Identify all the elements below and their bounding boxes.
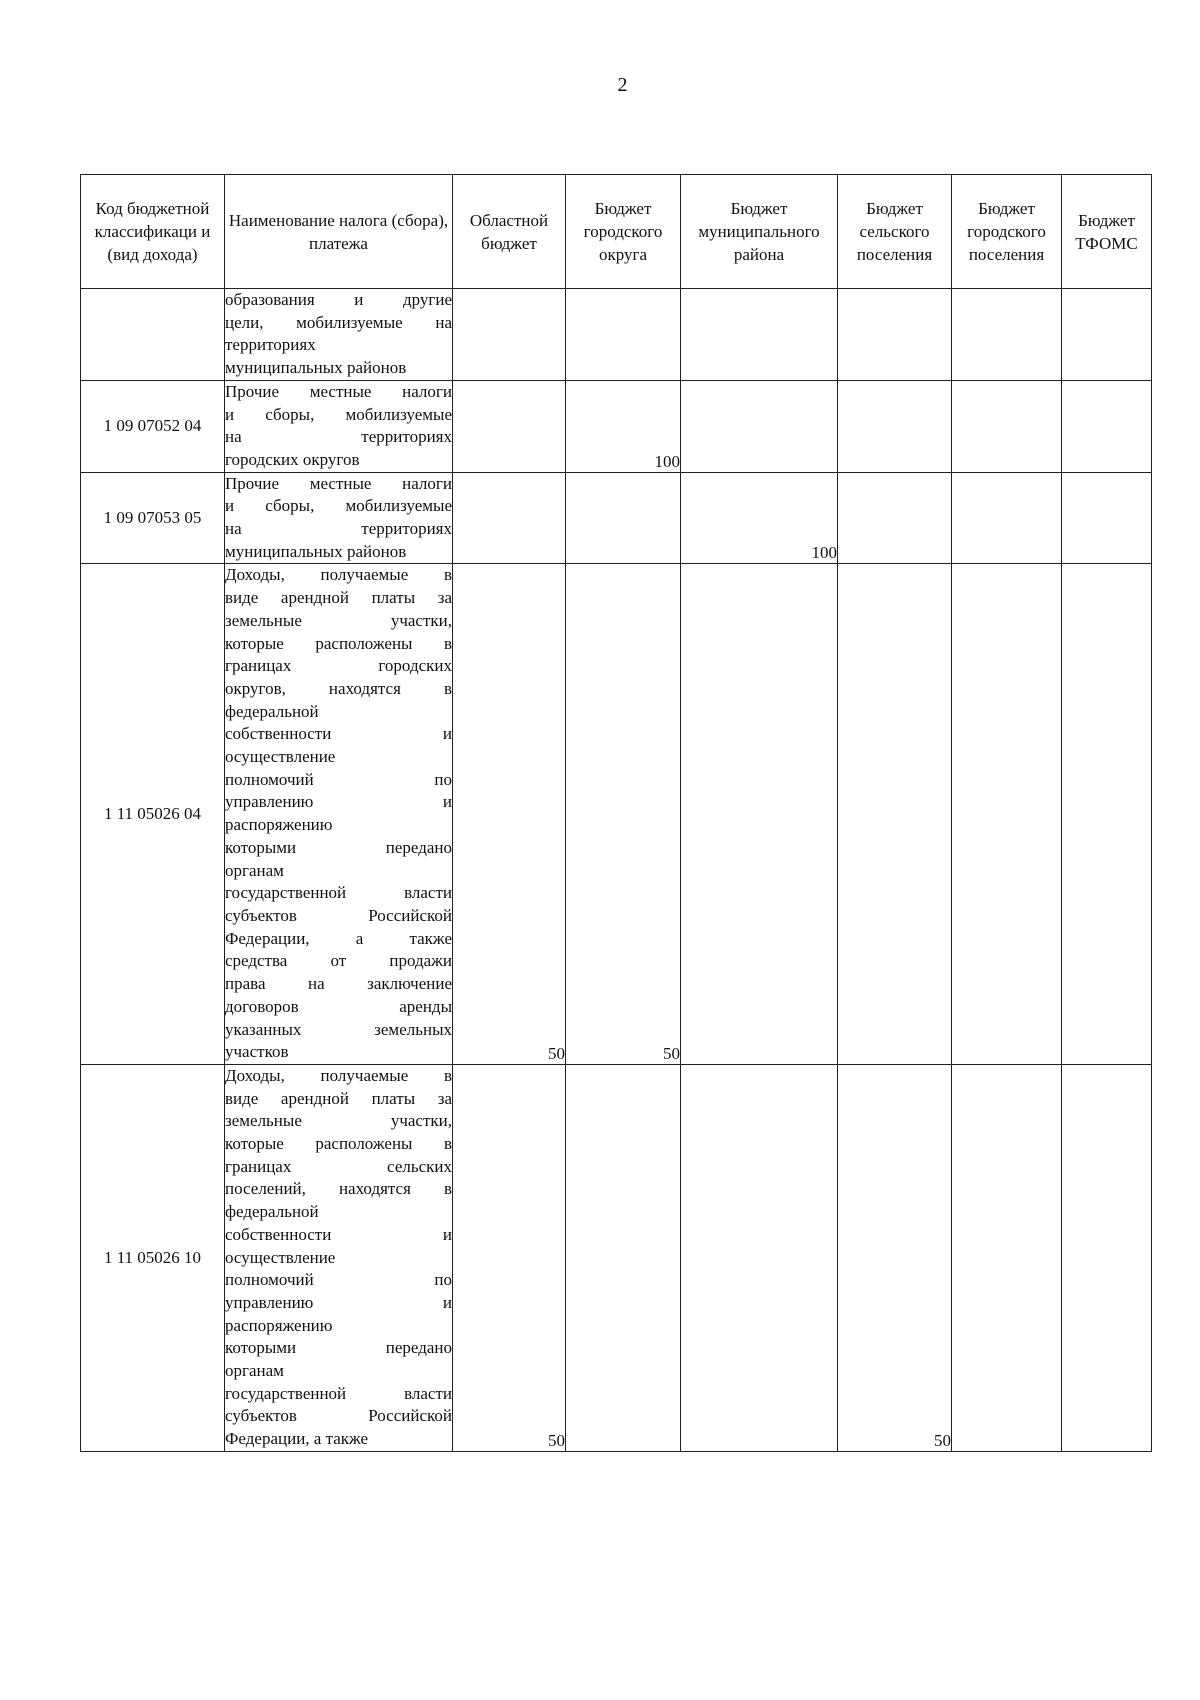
tfoms-value bbox=[1062, 564, 1152, 1064]
tax-name-line: федеральной bbox=[225, 1202, 319, 1222]
tax-name-line: цели, мобилизуемые на bbox=[225, 312, 452, 332]
city-district-value: 50 bbox=[566, 564, 681, 1064]
tax-name-line: которыми передано bbox=[225, 1338, 452, 1358]
tax-name-line: на территориях bbox=[225, 427, 452, 447]
tfoms-value bbox=[1062, 1064, 1152, 1451]
column-header-tfoms: Бюджет ТФОМС bbox=[1062, 175, 1152, 289]
table-body bbox=[81, 289, 1152, 1452]
tax-name-line: Федерации, а также bbox=[225, 928, 452, 948]
tax-name-line: муниципальных районов bbox=[225, 541, 407, 561]
classification-code: 1 09 07053 05 bbox=[81, 472, 225, 564]
tax-name-line: территориях bbox=[225, 335, 316, 355]
tax-name-line: земельные участки, bbox=[225, 610, 452, 630]
tax-name bbox=[225, 380, 453, 472]
tax-name-line: собственности и bbox=[225, 724, 452, 744]
rural-settlement-value bbox=[838, 472, 952, 564]
urban-settlement-value bbox=[952, 1064, 1062, 1451]
tfoms-value bbox=[1062, 380, 1152, 472]
municipal-district-value bbox=[681, 380, 838, 472]
city-district-value bbox=[566, 289, 681, 381]
tax-name-line: распоряжению bbox=[225, 815, 333, 835]
column-header-urban-settlement: Бюджет городского поселения bbox=[952, 175, 1062, 289]
tax-name-line: и сборы, мобилизуемые bbox=[225, 496, 452, 516]
tax-name-line: границах сельских bbox=[225, 1156, 452, 1176]
tax-name-line: полномочий по bbox=[225, 769, 452, 789]
regional-budget-value bbox=[453, 380, 566, 472]
column-header-municipal-district: Бюджет муниципального района bbox=[681, 175, 838, 289]
tax-name-line: государственной власти bbox=[225, 883, 452, 903]
column-header-code: Код бюджетной классификаци и (вид дохода) bbox=[81, 175, 225, 289]
tax-name-line: федеральной bbox=[225, 701, 319, 721]
tax-name bbox=[225, 472, 453, 564]
municipal-district-value: 100 bbox=[681, 472, 838, 564]
tax-name-line: границах городских bbox=[225, 656, 452, 676]
classification-code bbox=[81, 289, 225, 381]
regional-budget-value bbox=[453, 472, 566, 564]
tax-name-line: указанных земельных bbox=[225, 1019, 452, 1039]
budget-distribution-table bbox=[80, 174, 1152, 1452]
tax-name bbox=[225, 1064, 453, 1451]
municipal-district-value bbox=[681, 289, 838, 381]
urban-settlement-value bbox=[952, 472, 1062, 564]
table-row bbox=[81, 1064, 1152, 1451]
page-number: 2 bbox=[617, 74, 628, 96]
tax-name-line: органам bbox=[225, 1361, 284, 1381]
table-header-row bbox=[81, 175, 1152, 289]
tax-name-line: осуществление bbox=[225, 747, 336, 767]
tax-name-line: муниципальных районов bbox=[225, 358, 407, 378]
tax-name-line: Прочие местные налоги bbox=[225, 473, 452, 493]
urban-settlement-value bbox=[952, 380, 1062, 472]
tax-name-line: субъектов Российской bbox=[225, 905, 452, 925]
tax-name bbox=[225, 564, 453, 1064]
table-row bbox=[81, 472, 1152, 564]
classification-code: 1 11 05026 04 bbox=[81, 564, 225, 1064]
rural-settlement-value: 50 bbox=[838, 1064, 952, 1451]
column-header-name: Наименование налога (сбора), платежа bbox=[225, 175, 453, 289]
tax-name-line: поселений, находятся в bbox=[225, 1179, 452, 1199]
tax-name-line: права на заключение bbox=[225, 974, 452, 994]
table-row bbox=[81, 380, 1152, 472]
tax-name-line: средства от продажи bbox=[225, 951, 452, 971]
rural-settlement-value bbox=[838, 564, 952, 1064]
tax-name-line: виде арендной платы за bbox=[225, 588, 452, 608]
tax-name-line: субъектов Российской bbox=[225, 1406, 452, 1426]
column-header-city-district: Бюджет городского округа bbox=[566, 175, 681, 289]
tax-name-line: участков bbox=[225, 1042, 289, 1062]
city-district-value bbox=[566, 1064, 681, 1451]
tax-name-line: договоров аренды bbox=[225, 996, 452, 1016]
tax-name-line: земельные участки, bbox=[225, 1111, 452, 1131]
tax-name-line: на территориях bbox=[225, 519, 452, 539]
municipal-district-value bbox=[681, 564, 838, 1064]
urban-settlement-value bbox=[952, 564, 1062, 1064]
tax-name-line: которыми передано bbox=[225, 837, 452, 857]
column-header-regional: Областной бюджет bbox=[453, 175, 566, 289]
classification-code: 1 11 05026 10 bbox=[81, 1064, 225, 1451]
tax-name-line: образования и другие bbox=[225, 290, 452, 309]
tax-name-line: распоряжению bbox=[225, 1315, 333, 1335]
tax-name-line: Доходы, получаемые в bbox=[225, 1065, 452, 1085]
tax-name-line: осуществление bbox=[225, 1247, 336, 1267]
tax-name-line: управлению и bbox=[225, 792, 452, 812]
tfoms-value bbox=[1062, 472, 1152, 564]
city-district-value: 100 bbox=[566, 380, 681, 472]
tax-name-line: Доходы, получаемые в bbox=[225, 565, 452, 585]
tax-name-line: полномочий по bbox=[225, 1270, 452, 1290]
tax-name-line: Прочие местные налоги bbox=[225, 381, 452, 401]
tax-name-line: и сборы, мобилизуемые bbox=[225, 404, 452, 424]
tax-name-line: виде арендной платы за bbox=[225, 1088, 452, 1108]
tax-name-line: собственности и bbox=[225, 1224, 452, 1244]
tax-name-line: городских округов bbox=[225, 449, 360, 469]
column-header-rural-settlement: Бюджет сельского поселения bbox=[838, 175, 952, 289]
tax-name-line: которые расположены в bbox=[225, 633, 452, 653]
classification-code: 1 09 07052 04 bbox=[81, 380, 225, 472]
tax-name-line: государственной власти bbox=[225, 1383, 452, 1403]
regional-budget-value: 50 bbox=[453, 1064, 566, 1451]
regional-budget-value bbox=[453, 289, 566, 381]
regional-budget-value: 50 bbox=[453, 564, 566, 1064]
tax-name-line: органам bbox=[225, 860, 284, 880]
tfoms-value bbox=[1062, 289, 1152, 381]
tax-name bbox=[225, 289, 453, 381]
tax-name-line: Федерации, а также bbox=[225, 1429, 369, 1449]
municipal-district-value bbox=[681, 1064, 838, 1451]
urban-settlement-value bbox=[952, 289, 1062, 381]
rural-settlement-value bbox=[838, 289, 952, 381]
tax-name-line: управлению и bbox=[225, 1292, 452, 1312]
tax-name-line: округов, находятся в bbox=[225, 678, 452, 698]
table-row bbox=[81, 289, 1152, 381]
city-district-value bbox=[566, 472, 681, 564]
table-row bbox=[81, 564, 1152, 1064]
rural-settlement-value bbox=[838, 380, 952, 472]
tax-name-line: которые расположены в bbox=[225, 1134, 452, 1154]
